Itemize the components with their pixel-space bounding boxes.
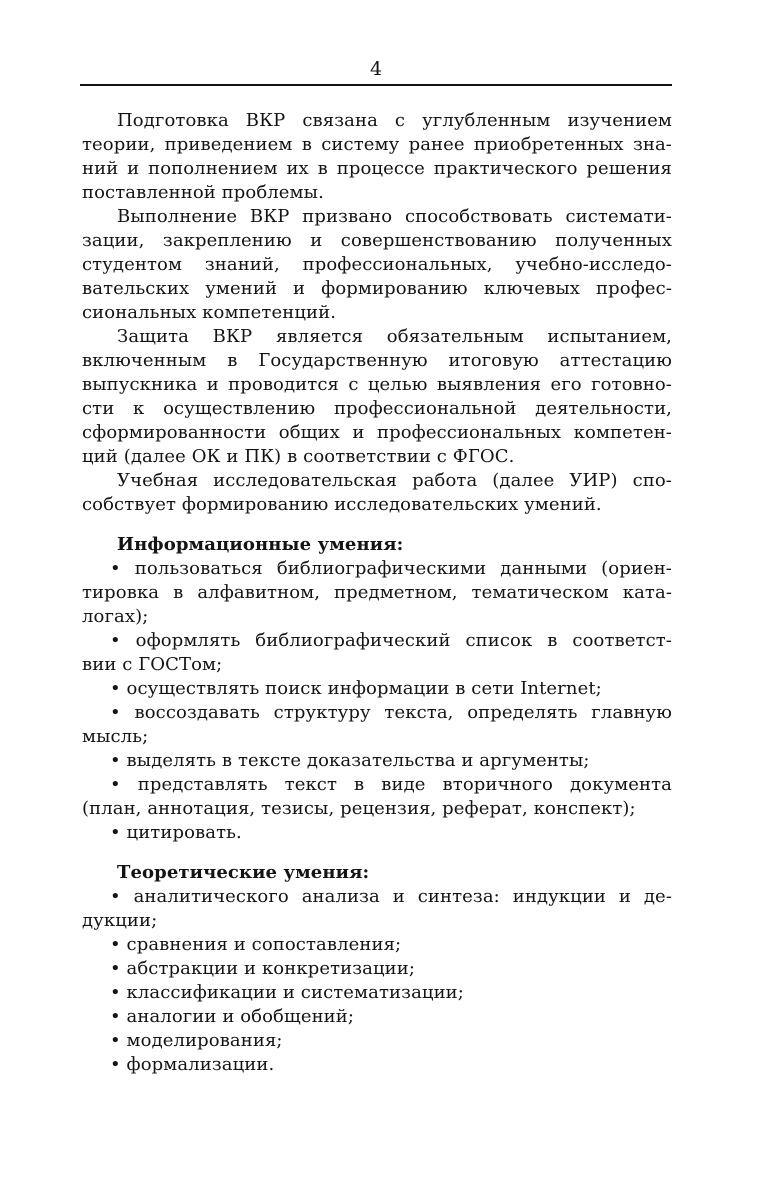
text-line: включенным в Государственную итоговую аттестацию — [82, 350, 672, 371]
text-line: ций (далее ОК и ПК) в соответствии с ФГОС. — [82, 446, 515, 467]
text-line: Теоретические умения: — [117, 862, 370, 883]
section-heading — [82, 533, 672, 557]
paragraph — [82, 205, 672, 325]
bullet-item — [82, 749, 672, 773]
header-rule — [80, 84, 672, 86]
text-line: студентом знаний, профессиональных, учебно-исследо- — [82, 254, 672, 275]
text-line: Выполнение ВКР призвано способствовать системати- — [117, 206, 672, 227]
text-line: вии с ГОСТом; — [82, 654, 223, 675]
section-heading — [82, 861, 672, 885]
bullet-item — [82, 1005, 672, 1029]
text-line: • моделирования; — [110, 1030, 283, 1051]
bullet-item — [82, 629, 672, 677]
text-line: собствует формированию исследовательских умений. — [82, 494, 602, 515]
bullet-item — [82, 701, 672, 749]
bullet-item — [82, 557, 672, 629]
text-line: теории, приведением в систему ранее приобретенных зна- — [82, 134, 672, 155]
text-line: сти к осуществлению профессиональной деятельности, — [82, 398, 672, 419]
text-body — [82, 109, 672, 1077]
bullet-item — [82, 821, 672, 845]
text-line: поставленной проблемы. — [82, 182, 324, 203]
bullet-item — [82, 677, 672, 701]
text-line: Информационные умения: — [117, 534, 404, 555]
bullet-item — [82, 885, 672, 933]
text-line: • воссоздавать структуру текста, определять главную — [110, 702, 672, 723]
text-line: дукции; — [82, 910, 158, 931]
text-line: • абстракции и конкретизации; — [110, 958, 416, 979]
text-line: тировка в алфавитном, предметном, тематическом ката- — [82, 582, 672, 603]
text-line: Защита ВКР является обязательным испытанием, — [117, 326, 672, 347]
text-line: сформированности общих и профессиональных компетен- — [82, 422, 672, 443]
paragraph — [82, 325, 672, 469]
text-line: логах); — [82, 606, 149, 627]
text-line: (план, аннотация, тезисы, рецензия, реферат, конспект); — [82, 798, 636, 819]
bullet-item — [82, 957, 672, 981]
bullet-item — [82, 981, 672, 1005]
text-line: выпускника и проводится с целью выявления его готовно- — [82, 374, 672, 395]
text-line: вательских умений и формированию ключевых профес- — [82, 278, 672, 299]
text-line: ний и пополнением их в процессе практического решения — [82, 158, 672, 179]
text-line: Подготовка ВКР связана с углубленным изучением — [117, 110, 672, 131]
text-line: • классификации и систематизации; — [110, 982, 464, 1003]
bullet-item — [82, 773, 672, 821]
text-line: • пользоваться библиографическими данными (ориен- — [110, 558, 672, 579]
paragraph — [82, 109, 672, 205]
bullet-item — [82, 1053, 672, 1077]
paragraph — [82, 469, 672, 517]
text-line: • формализации. — [110, 1054, 275, 1075]
text-line: • выделять в тексте доказательства и аргументы; — [110, 750, 590, 771]
text-line: • представлять текст в виде вторичного документа — [110, 774, 672, 795]
text-line: • оформлять библиографический список в соответст- — [110, 630, 672, 651]
text-line: • цитировать. — [110, 822, 242, 843]
page-number: 4 — [369, 58, 383, 80]
text-line: Учебная исследовательская работа (далее УИР) спо- — [117, 470, 672, 491]
bullet-item — [82, 1029, 672, 1053]
text-line: • сравнения и сопоставления; — [110, 934, 402, 955]
text-line: мысль; — [82, 726, 149, 747]
text-line: • аналитического анализа и синтеза: индукции и де- — [110, 886, 672, 907]
text-line: зации, закреплению и совершенствованию полученных — [82, 230, 672, 251]
bullet-item — [82, 933, 672, 957]
text-line: сиональных компетенций. — [82, 302, 337, 323]
text-line: • осуществлять поиск информации в сети Internet; — [110, 678, 602, 699]
text-line: • аналогии и обобщений; — [110, 1006, 355, 1027]
